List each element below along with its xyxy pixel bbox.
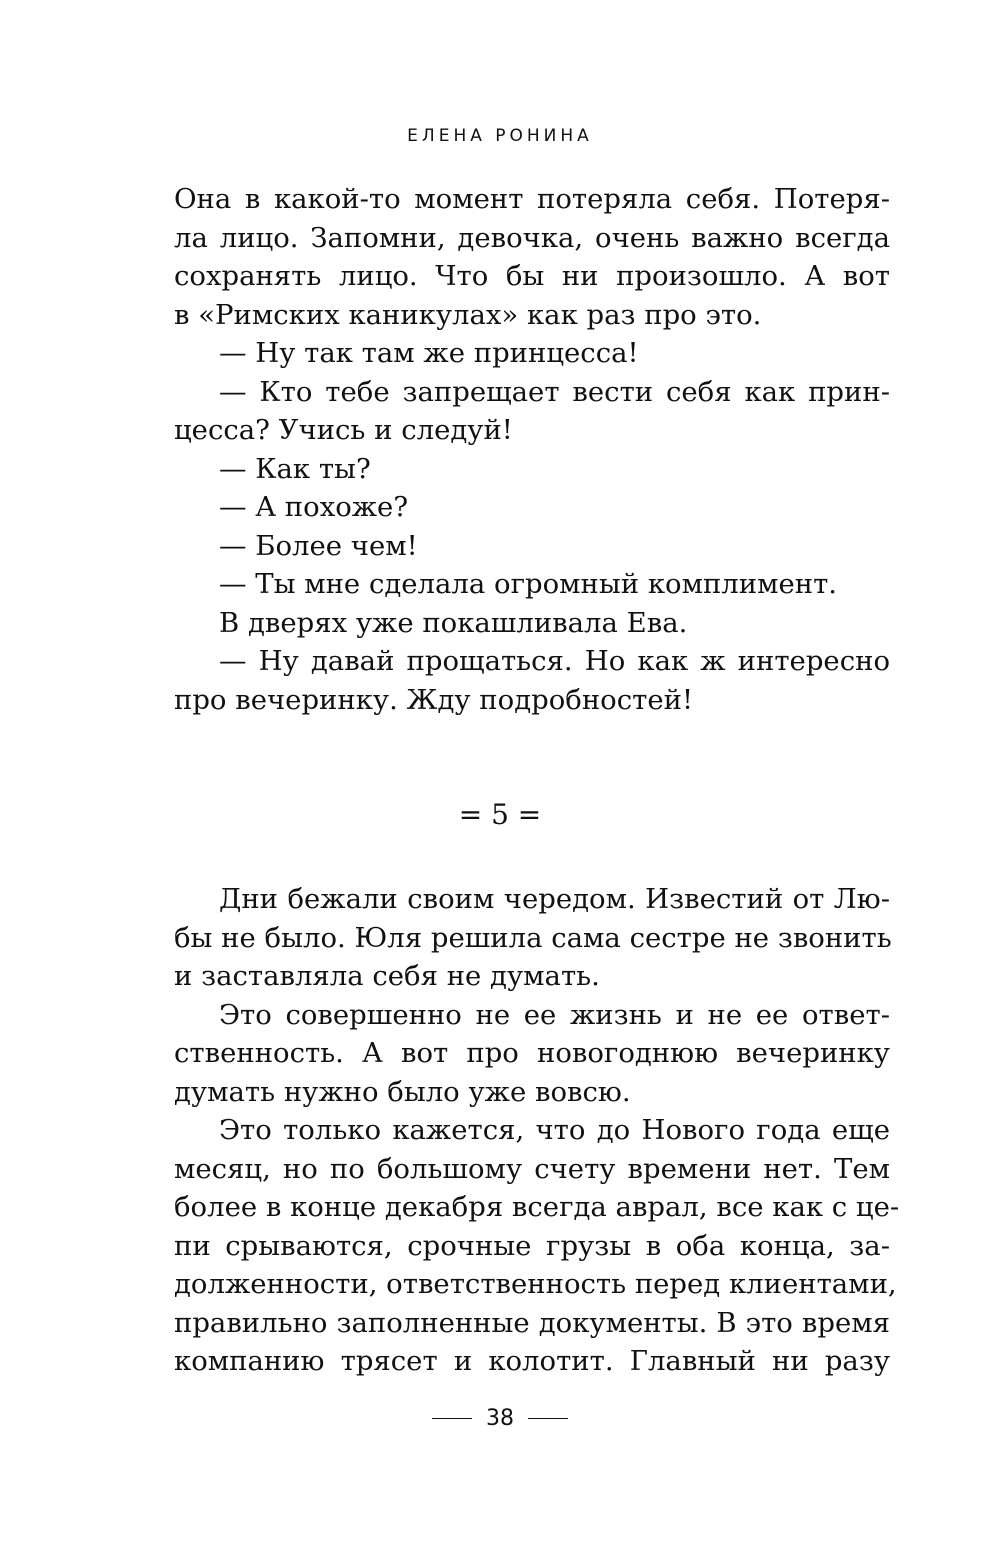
text-line: и заставляла себя не думать. <box>174 960 600 992</box>
text-line: Дни бежали своим чередом. Известий от Лю- <box>219 883 890 915</box>
text-line: правильно заполненные документы. В это время <box>174 1306 890 1339</box>
page-number: 38 <box>486 1406 514 1431</box>
text-line: думать нужно было уже вовсю. <box>174 1075 631 1108</box>
text-line: сохранять лицо. Что бы ни произошло. А вот <box>174 260 890 292</box>
text-line: месяц, но по большому счету времени нет. Тем <box>174 1152 890 1185</box>
text-line: ственность. А вот про новогоднюю вечеринку <box>174 1037 890 1069</box>
text-line: ла лицо. Запомни, девочка, очень важно всегда <box>174 221 890 254</box>
text-line: цесса? Учись и следуй! <box>174 414 513 446</box>
text-line: В дверях уже покашливала Ева. <box>219 606 688 639</box>
dialogue-line: — А похоже? <box>219 491 409 523</box>
page-footer <box>0 1406 1000 1431</box>
text-line: пи срываются, срочные грузы в оба конца, за- <box>174 1229 890 1262</box>
text-line: в «Римских каникулах» как раз про это. <box>174 298 762 331</box>
text-line: Это совершенно не ее жизнь и не ее ответ- <box>219 998 890 1031</box>
folio-rule-right <box>528 1418 568 1419</box>
text-line: бы не было. Юля решила сама сестре не звонить <box>174 921 892 954</box>
dialogue-line: — Как ты? <box>219 452 371 485</box>
dialogue-line: — Более чем! <box>219 529 418 562</box>
dialogue-line: — Кто тебе запрещает вести себя как прин- <box>219 375 890 408</box>
text-block-bottom <box>174 880 900 1381</box>
folio-rule-left <box>432 1418 472 1419</box>
running-head-author: ЕЛЕНА РОНИНА <box>407 126 593 146</box>
text-line: Она в какой-то момент потеряла себя. Потеря- <box>174 183 890 215</box>
dialogue-line: — Ну так там же принцесса! <box>219 337 639 369</box>
text-block-top <box>174 180 890 719</box>
text-line: более в конце декабря всегда аврал, все как с це- <box>174 1191 900 1223</box>
text-line: долженности, ответственность перед клиентами, <box>174 1268 897 1300</box>
text-line: про вечеринку. Жду подробностей! <box>174 683 693 716</box>
text-line: Это только кажется, что до Нового года еще <box>219 1114 890 1146</box>
chapter-heading: = 5 = <box>458 798 542 831</box>
dialogue-line: — Ну давай прощаться. Но как ж интересно <box>219 645 890 677</box>
text-line: компанию трясет и колотит. Главный ни разу <box>174 1345 890 1377</box>
dialogue-line: — Ты мне сделала огромный комплимент. <box>219 568 838 600</box>
